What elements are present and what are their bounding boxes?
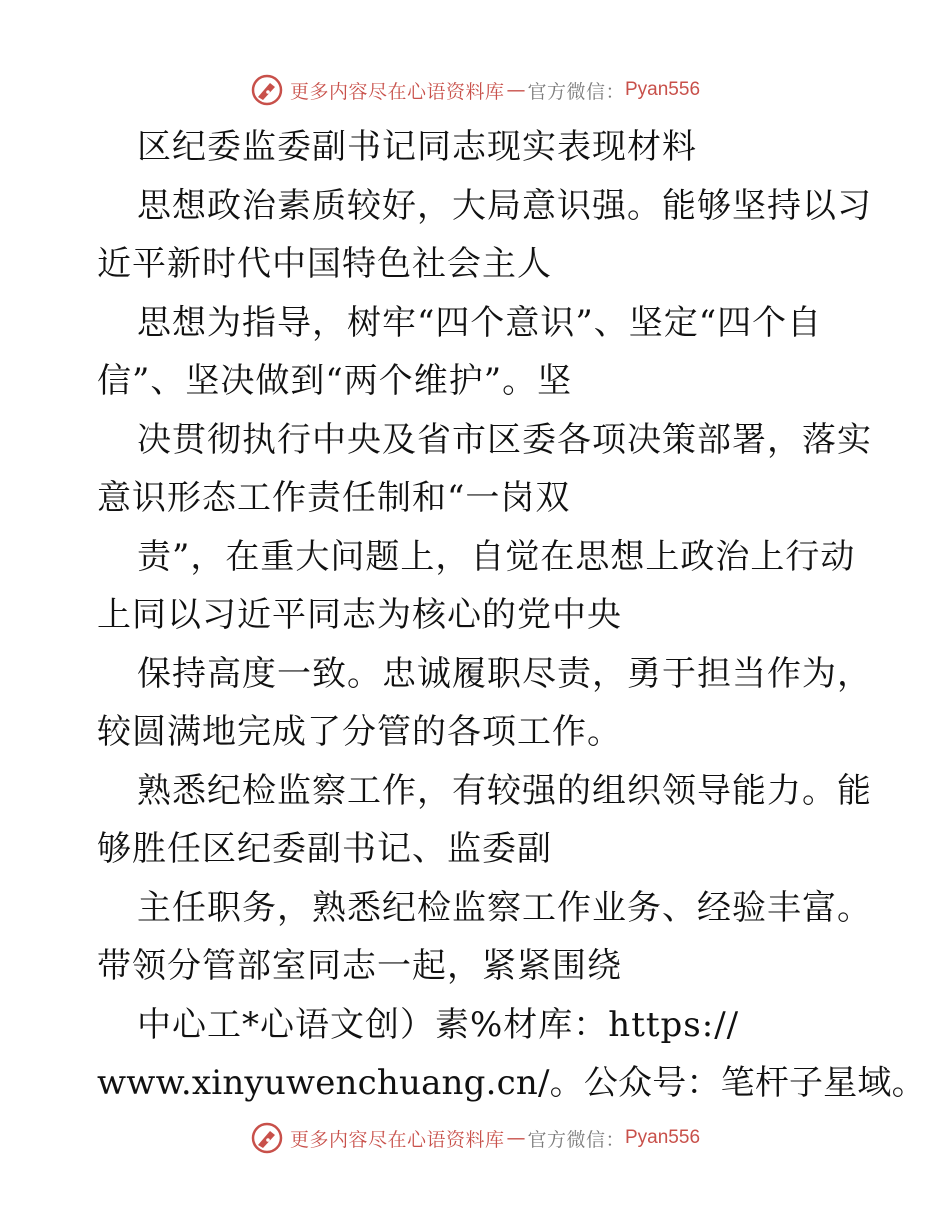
text-line: 够胜任区纪委副书记、监委副 <box>97 829 552 869</box>
watermark-text: 更多内容尽在心语资料库 <box>289 80 505 103</box>
text-line: 决贯彻执行中央及省市区委各项决策部署，落实 <box>137 419 872 460</box>
text-line: 中心工*心语文创）素%材库：https:// <box>137 1004 740 1045</box>
watermark-account-id: Pyan556 <box>625 1127 701 1148</box>
text-line: www.xinyuwenchuang.cn/。公众号：笔杆子星域。 <box>97 1063 926 1103</box>
text-line: 思想为指导，树牢“四个意识”、坚定“四个自 <box>137 302 823 343</box>
watermark-account-id: Pyan556 <box>625 79 701 100</box>
text-line: 思想政治素质较好，大局意识强。能够坚持以习 <box>137 185 872 226</box>
watermark-dash: — <box>506 79 526 101</box>
document-title: 区纪委监委副书记同志现实表现材料 <box>137 127 697 167</box>
watermark-text: 更多内容尽在心语资料库 <box>289 1128 505 1151</box>
text-line: 带领分管部室同志一起，紧紧围绕 <box>97 946 622 986</box>
pen-nib-circle-icon <box>250 1121 284 1155</box>
text-line: 近平新时代中国特色社会主人 <box>97 244 552 284</box>
watermark-dash: — <box>506 1127 526 1149</box>
text-line: 较圆满地完成了分管的各项工作。 <box>97 712 622 752</box>
pen-nib-circle-icon <box>250 73 284 107</box>
text-line: 保持高度一致。忠诚履职尽责，勇于担当作为， <box>137 653 872 694</box>
header-watermark <box>0 70 950 110</box>
text-line: 信”、坚决做到“两个维护”。坚 <box>97 361 573 401</box>
text-line: 上同以习近平同志为核心的党中央 <box>97 595 622 635</box>
document-body <box>97 118 926 1113</box>
watermark-account-label: 官方微信： <box>527 80 625 103</box>
watermark-account-label: 官方微信： <box>527 1128 625 1151</box>
footer-watermark <box>0 1118 950 1158</box>
text-line: 主任职务，熟悉纪检监察工作业务、经验丰富。 <box>137 887 872 928</box>
text-line: 责”，在重大问题上，自觉在思想上政治上行动 <box>137 536 856 577</box>
text-line: 熟悉纪检监察工作，有较强的组织领导能力。能 <box>137 770 872 811</box>
text-line: 意识形态工作责任制和“一岗双 <box>97 478 571 518</box>
